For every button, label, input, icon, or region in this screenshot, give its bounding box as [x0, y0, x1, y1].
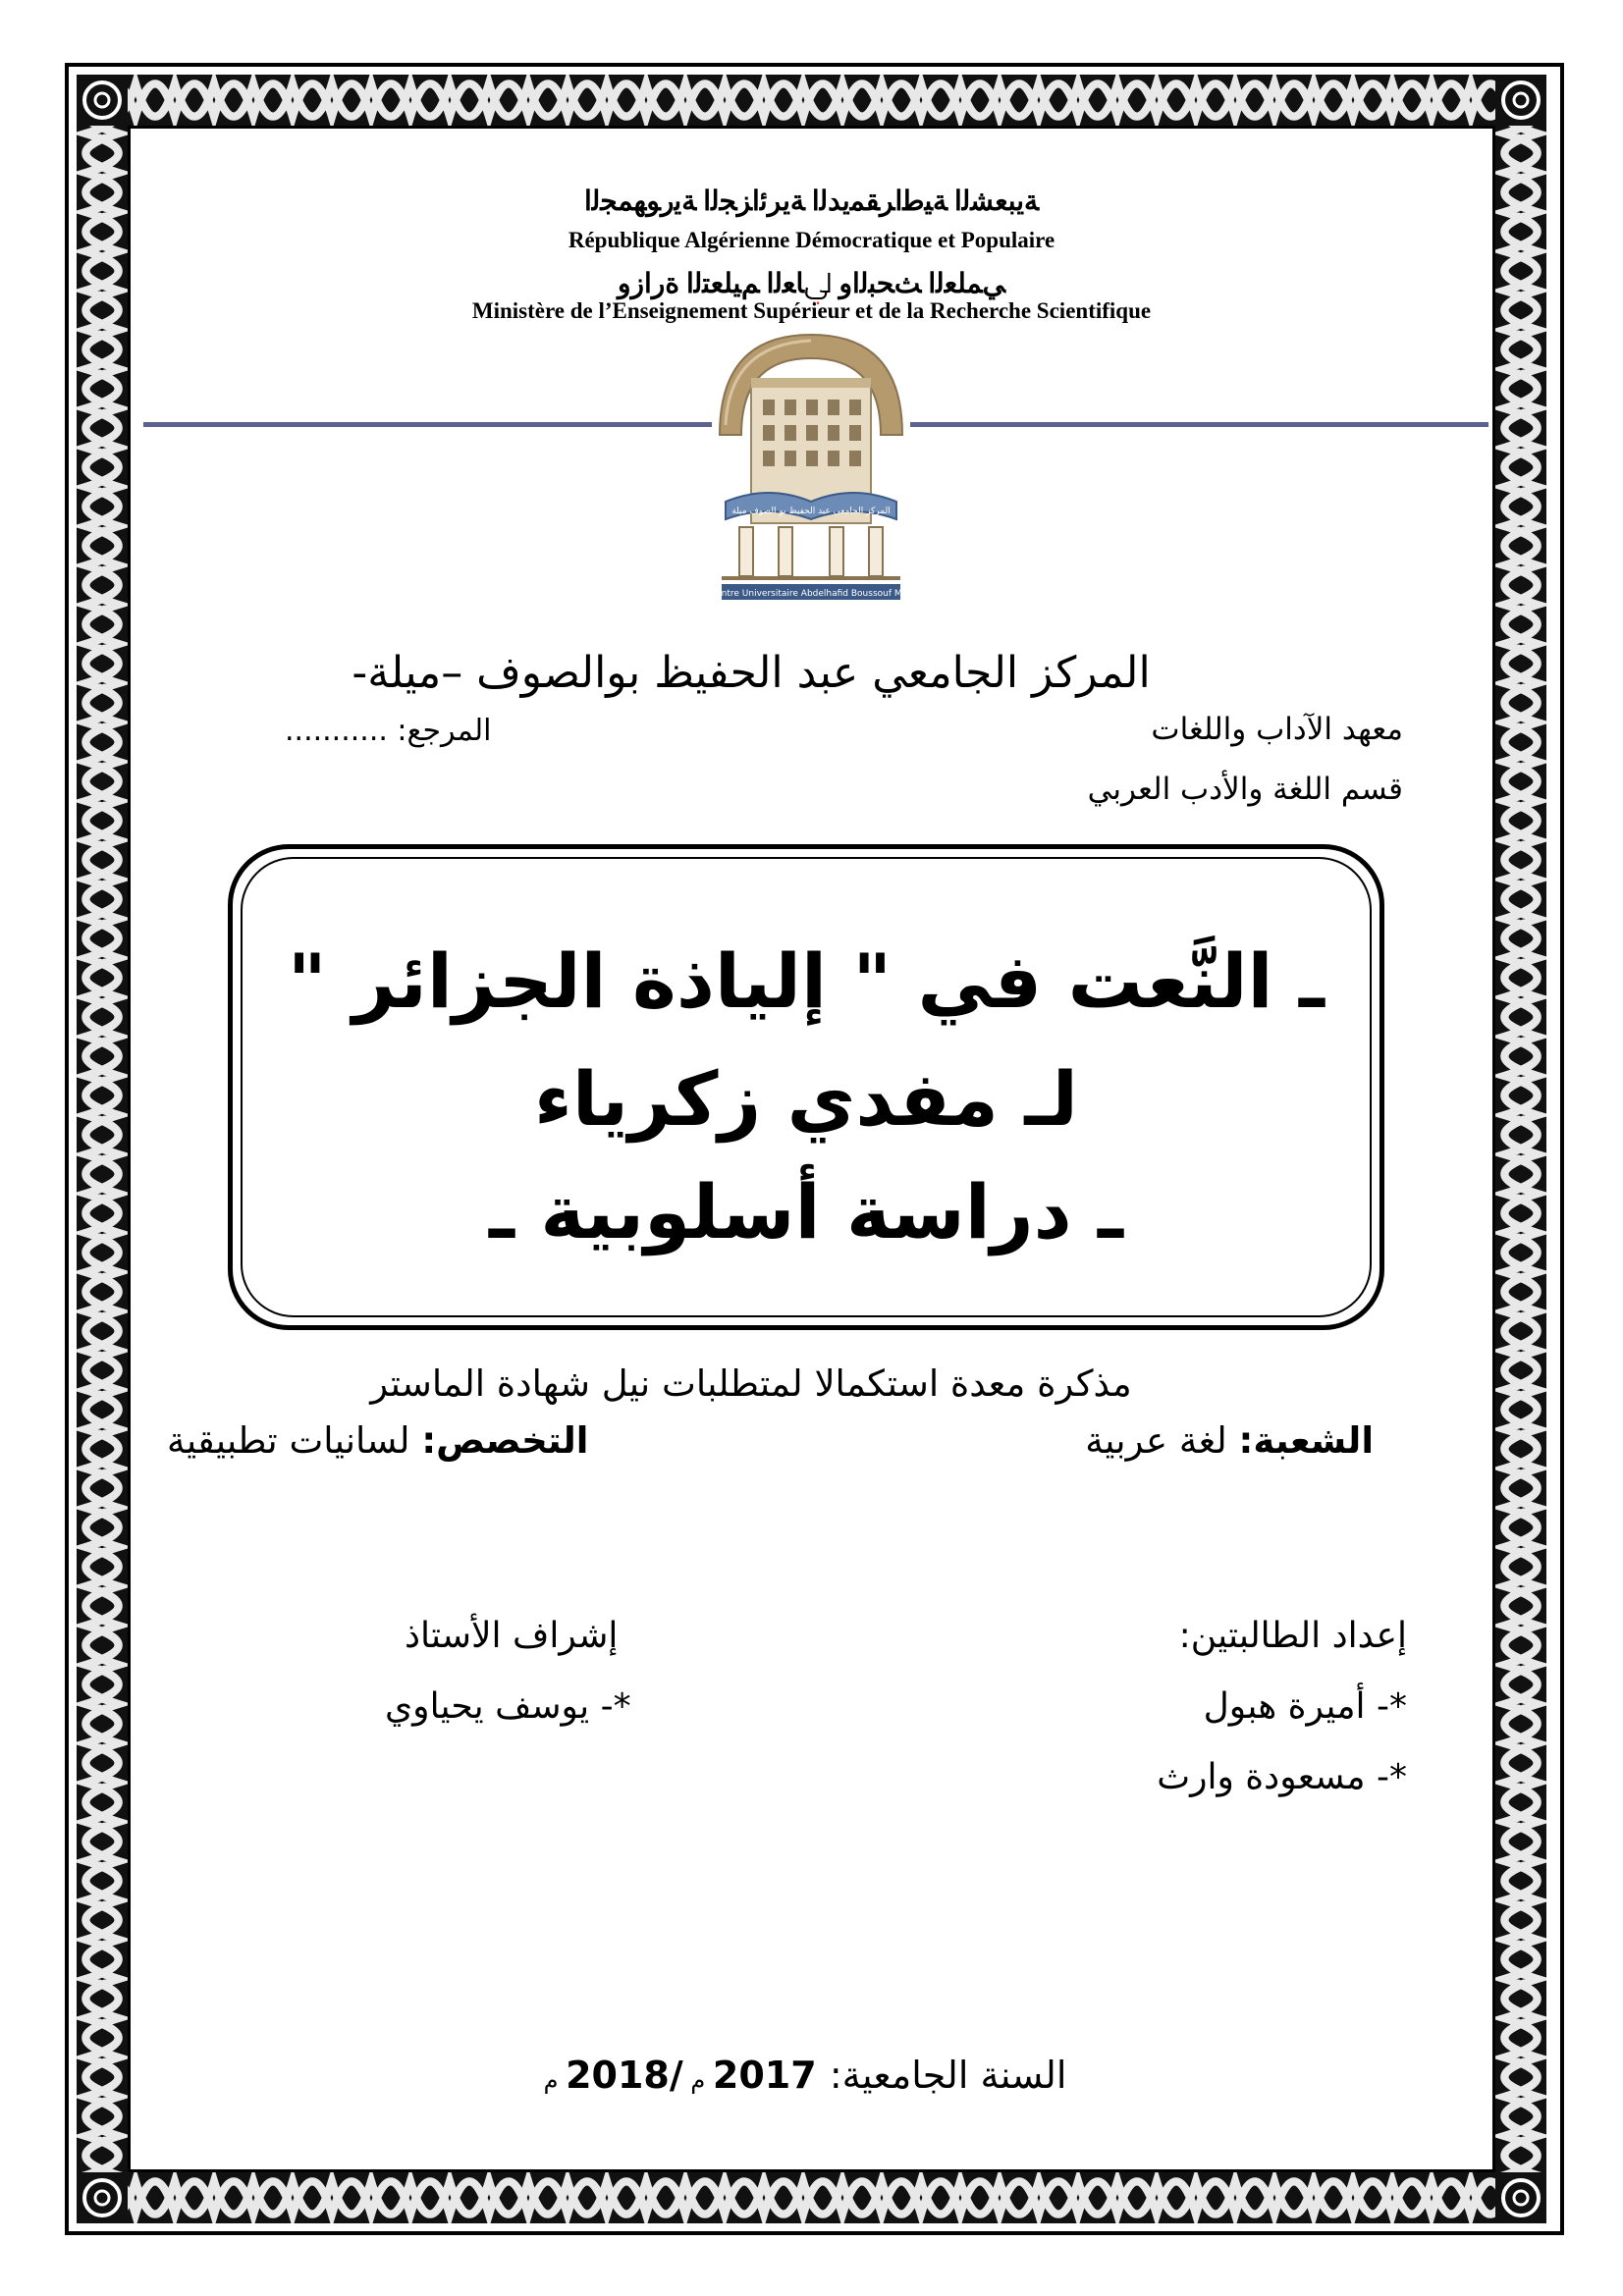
- thesis-title-line-2: لـ مفدي زكرياء: [534, 1055, 1078, 1143]
- branch-value: لغة عربية: [1085, 1419, 1239, 1462]
- student-2: *- مسعودة وارث: [1157, 1757, 1407, 1797]
- supervisor-label: إشراف الأستاذ: [405, 1616, 619, 1656]
- chain-border-bottom: [77, 2172, 1546, 2223]
- specialty-field: [167, 1419, 588, 1462]
- logo-caption: Centre Universitaire Abdelhafid Boussouf Mila: [712, 589, 910, 599]
- thesis-title-line-3: ـ دراسة أسلوبية ـ: [488, 1168, 1124, 1255]
- university-logo: [712, 327, 910, 604]
- department-name: قسم اللغة والأدب العربي: [1087, 772, 1403, 807]
- memo-description: مذكرة معدة استكمالا لمتطلبات نيل شهادة الماستر: [370, 1362, 1132, 1405]
- ministry-arabic: ﻲﻤﻠﻌﻟا ﺚﺤﺒﻟاو ﱄﺎﻌﻟا ﻢﻴﻠﻌﺘﻟا ةرازو: [617, 269, 1005, 299]
- corner-ornament-bottom-left: [77, 2172, 128, 2223]
- reference-field: المرجع: ...........: [285, 714, 492, 748]
- center-name: المركز الجامعي عبد الحفيظ بوالصوف –ميلة-: [352, 648, 1151, 698]
- thesis-title-line-1: ـ النَّعت في " إلياذة الجزائر ": [287, 937, 1325, 1025]
- branch-label: الشعبة:: [1238, 1419, 1374, 1462]
- academic-year: [393, 2054, 1217, 2097]
- academic-year-label: السنة الجامعية:: [829, 2054, 1067, 2097]
- chain-border-top: [77, 75, 1546, 126]
- logo-book-text: المركز الجامعي عبد الحفيظ بو الصوف ميلة: [731, 507, 891, 516]
- academic-year-unit-2: م: [543, 2066, 567, 2094]
- chain-border-right: [1495, 75, 1546, 2223]
- corner-ornament-bottom-right: [1495, 2172, 1546, 2223]
- student-1: *- أميرة هبول: [1203, 1686, 1407, 1727]
- corner-ornament-top-right: [1495, 75, 1546, 126]
- institute-name: معهد الآداب واللغات: [1151, 712, 1403, 747]
- academic-year-unit-1: م: [682, 2066, 713, 2094]
- specialty-label: التخصص:: [421, 1419, 589, 1462]
- prepared-by-label: إعداد الطالبتين:: [1178, 1616, 1407, 1656]
- branch-field: [1085, 1419, 1374, 1462]
- corner-ornament-top-left: [77, 75, 128, 126]
- republic-french: République Algérienne Démocratique et Populaire: [568, 228, 1055, 252]
- academic-year-end: /2018: [566, 2054, 683, 2097]
- chain-border-left: [77, 75, 128, 2223]
- academic-year-start: 2017: [712, 2054, 830, 2097]
- republic-arabic: ﺔﻳﺒﻌﺸﻟا ﺔﻴﻃاﺮﻘﻤﻳﺪﻟا ﺔﻳﺮﺋاﺰﺠﻟا ﺔﻳرﻮﻬﻤﺠﻟا: [583, 187, 1040, 217]
- ministry-french: Ministère de l’Enseignement Supérieur et de la Recherche Scientifique: [471, 298, 1152, 323]
- specialty-value: لسانيات تطبيقية: [167, 1419, 422, 1462]
- supervisor-name: *- يوسف يحياوي: [385, 1686, 631, 1727]
